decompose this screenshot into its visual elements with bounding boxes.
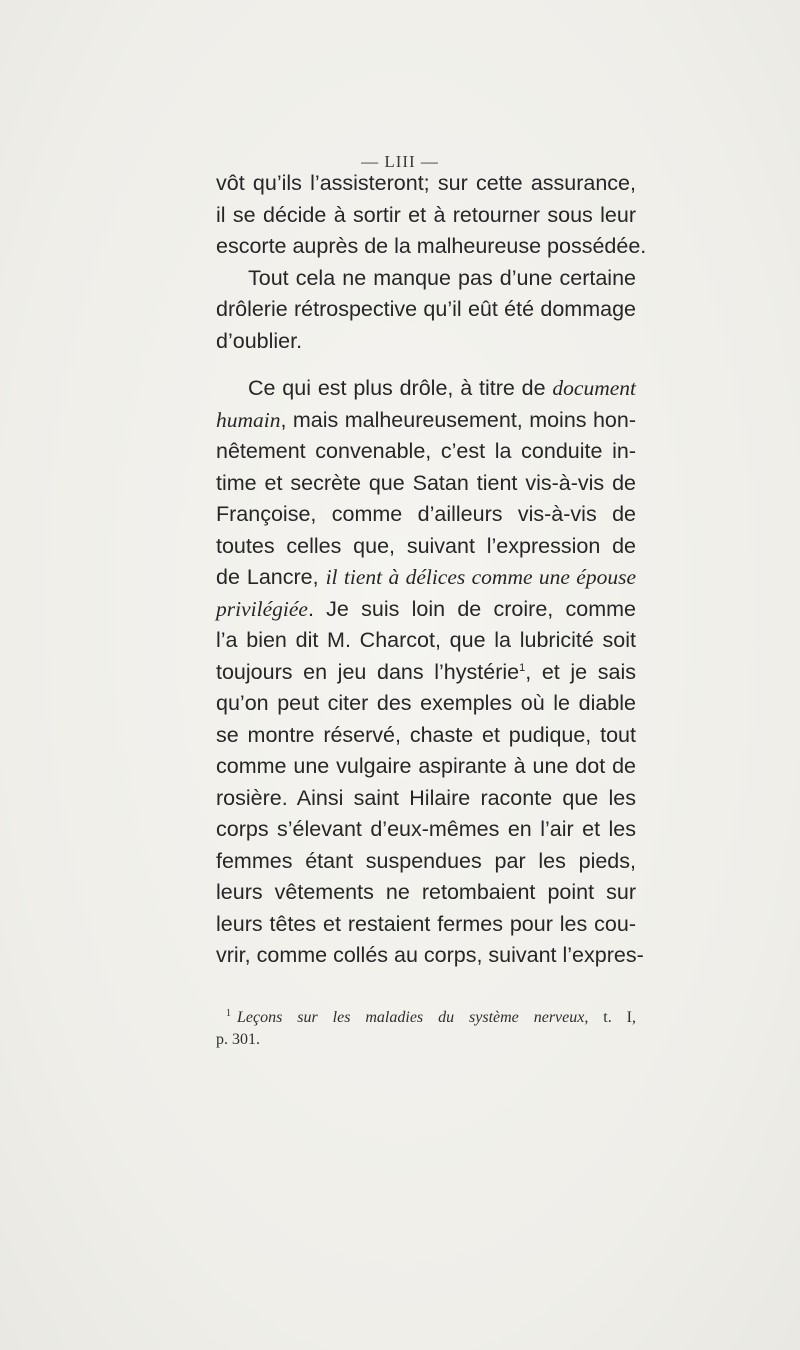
italic-quote: il tient à délices comme une épouse (325, 565, 636, 589)
text-line: d’oublier. (216, 328, 303, 353)
paragraph-gap (216, 357, 636, 373)
footnote-page: p. 301. (216, 1031, 260, 1048)
text-line: corps s’élevant d’eux-mêmes en l’air et les (216, 817, 636, 841)
text-line: nêtement convenable, c’est la conduite in- (216, 439, 636, 463)
italic-term: humain (216, 407, 281, 432)
text-line (216, 405, 636, 437)
paragraph-2 (216, 373, 644, 972)
footnote-line (216, 1007, 636, 1029)
italic-term: document (552, 376, 636, 400)
text-line: se montre réservé, chaste et pudique, tout (216, 722, 636, 747)
text-line: vôt qu’ils l’assisteront; sur cette assurance, (216, 171, 636, 195)
footnote-mark: 1 (226, 1007, 231, 1019)
text-line: femmes étant suspendues par les pieds, (216, 848, 636, 873)
text-line: qu’on peut citer des exemples où le diable (216, 691, 636, 715)
text-line (216, 373, 636, 405)
text-line: vrir, comme collés au corps, suivant l’expres- (216, 943, 644, 967)
text-line: leurs vêtements ne retombaient point sur (216, 880, 636, 904)
line-text: , mais malheureusement, moins hon- (280, 407, 636, 432)
text-line: Françoise, comme d’ailleurs vis-à-vis de (216, 502, 636, 526)
body-text (216, 168, 647, 972)
text-line: l’a bien dit M. Charcot, que la lubricité soit (216, 628, 636, 652)
italic-quote: privilégiée (216, 596, 308, 621)
text-line: Tout cela ne manque pas d’une certaine (248, 265, 636, 290)
line-text: . Je suis loin de croire, comme (307, 596, 636, 621)
text-line: time et secrète que Satan tient vis-à-vis de (216, 470, 636, 495)
footnote-ref: , t. I, (584, 1009, 636, 1026)
line-text: toujours en jeu dans l’hystérie (216, 659, 520, 684)
text-line: drôlerie rétrospective qu’il eût été dommage (216, 297, 636, 321)
line-text: Ce qui est plus drôle, à titre de (248, 376, 553, 400)
line-text: de Lancre, (216, 565, 326, 589)
text-line (216, 594, 636, 626)
text-line: toutes celles que, suivant l’expression de (216, 533, 636, 558)
paragraph-1 (216, 168, 647, 357)
footnote-title: Leçons sur les maladies du système nerveux (237, 1009, 585, 1026)
text-line (216, 657, 636, 689)
footnote-reference: 1 (519, 661, 526, 674)
text-line: il se décide à sortir et à retourner sous leur (216, 202, 636, 227)
line-text: , et je sais (525, 659, 636, 684)
running-head: — LIII — (361, 152, 439, 171)
text-line: rosière. Ainsi saint Hilaire raconte que les (216, 785, 636, 810)
text-line: leurs têtes et restaient fermes pour les cou- (216, 911, 636, 936)
text-line: escorte auprès de la malheureuse possédée. (216, 234, 647, 258)
footnote (216, 1007, 636, 1051)
text-line: comme une vulgaire aspirante à une dot de (216, 754, 636, 778)
text-line (216, 562, 636, 594)
